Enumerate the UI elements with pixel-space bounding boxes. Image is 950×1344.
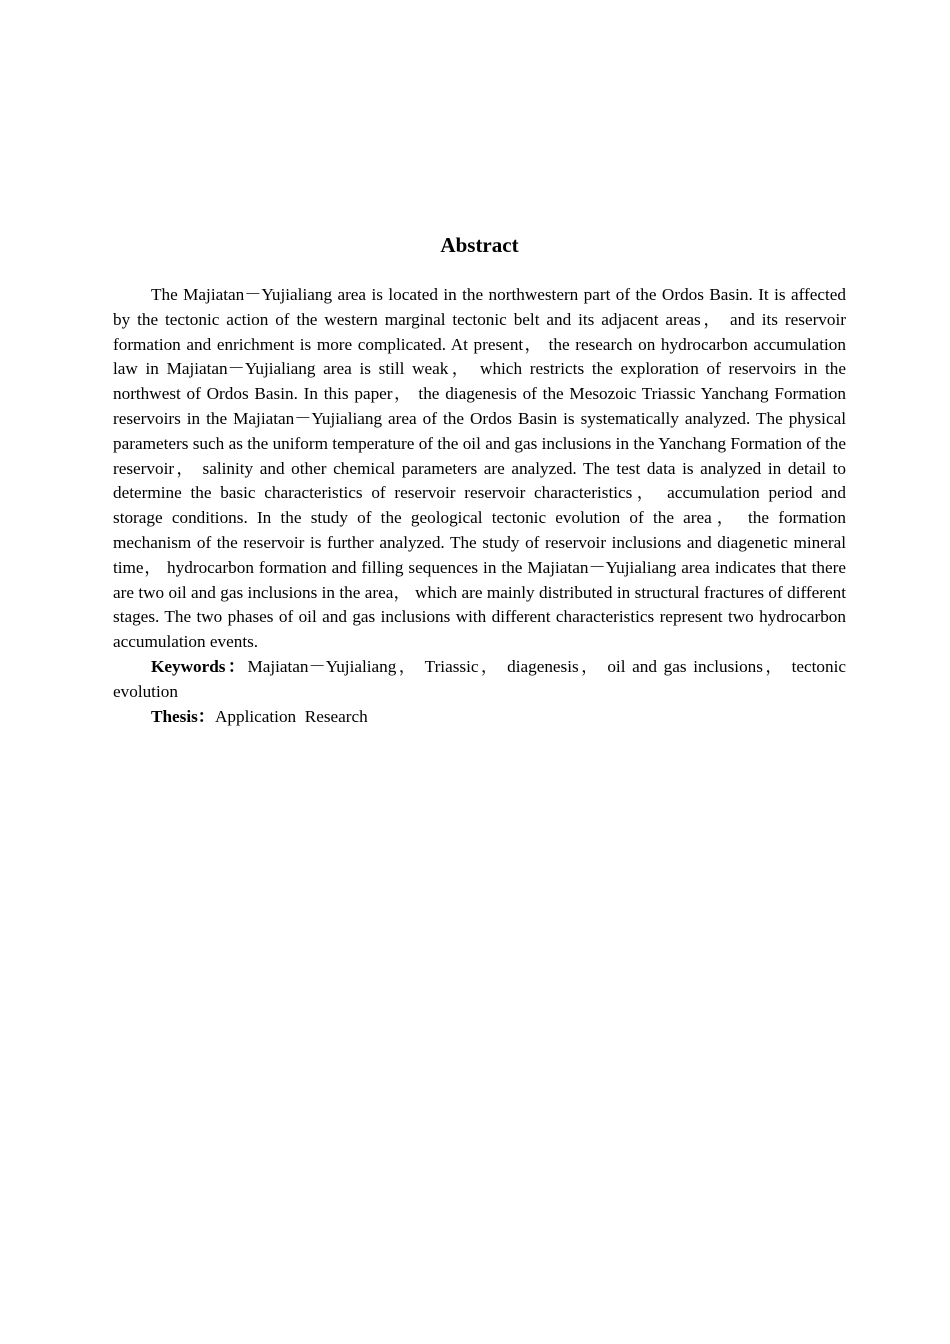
abstract-page bbox=[113, 230, 846, 729]
page-title: Abstract bbox=[440, 233, 519, 257]
thesis-value: Application Research bbox=[215, 706, 368, 726]
thesis-line bbox=[113, 705, 846, 730]
thesis-label: Thesis： bbox=[151, 706, 215, 726]
keywords-label: Keywords： bbox=[151, 656, 248, 676]
abstract-paragraph: The Majiatan－Yujialiang area is located in the northwestern part of the Ordos Basin. It is affected by the tectonic action of the western marginal tectonic belt and its adjacent areas， and its reservoir formation and enrichment is more complicated. At present， the research on hydrocarbon accumulation law in Majiatan－Yujialiang area is still weak， which restricts the exploration of reservoirs in the northwest of Ordos Basin. In this paper， the diagenesis of the Mesozoic Triassic Yanchang Formation reservoirs in the Majiatan－Yujialiang area of the Ordos Basin is systematically analyzed. The physical parameters such as the uniform temperature of the oil and gas inclusions in the Yanchang Formation of the reservoir， salinity and other chemical parameters are analyzed. The test data is analyzed in detail to determine the basic characteristics of reservoir reservoir characteristics， accumulation period and storage conditions. In the study of the geological tectonic evolution of the area， the formation mechanism of the reservoir is further analyzed. The study of reservoir inclusions and diagenetic mineral time， hydrocarbon formation and filling sequences in the Majiatan－Yujialiang area indicates that there are two oil and gas inclusions in the area， which are mainly distributed in structural fractures of different stages. The two phases of oil and gas inclusions with different characteristics represent two hydrocarbon accumulation events. bbox=[113, 285, 846, 652]
keywords-line bbox=[113, 655, 846, 705]
keywords-value: Majiatan－Yujialiang， Triassic， diagenesis， oil and gas inclusions， tectonic evolution bbox=[113, 656, 846, 701]
